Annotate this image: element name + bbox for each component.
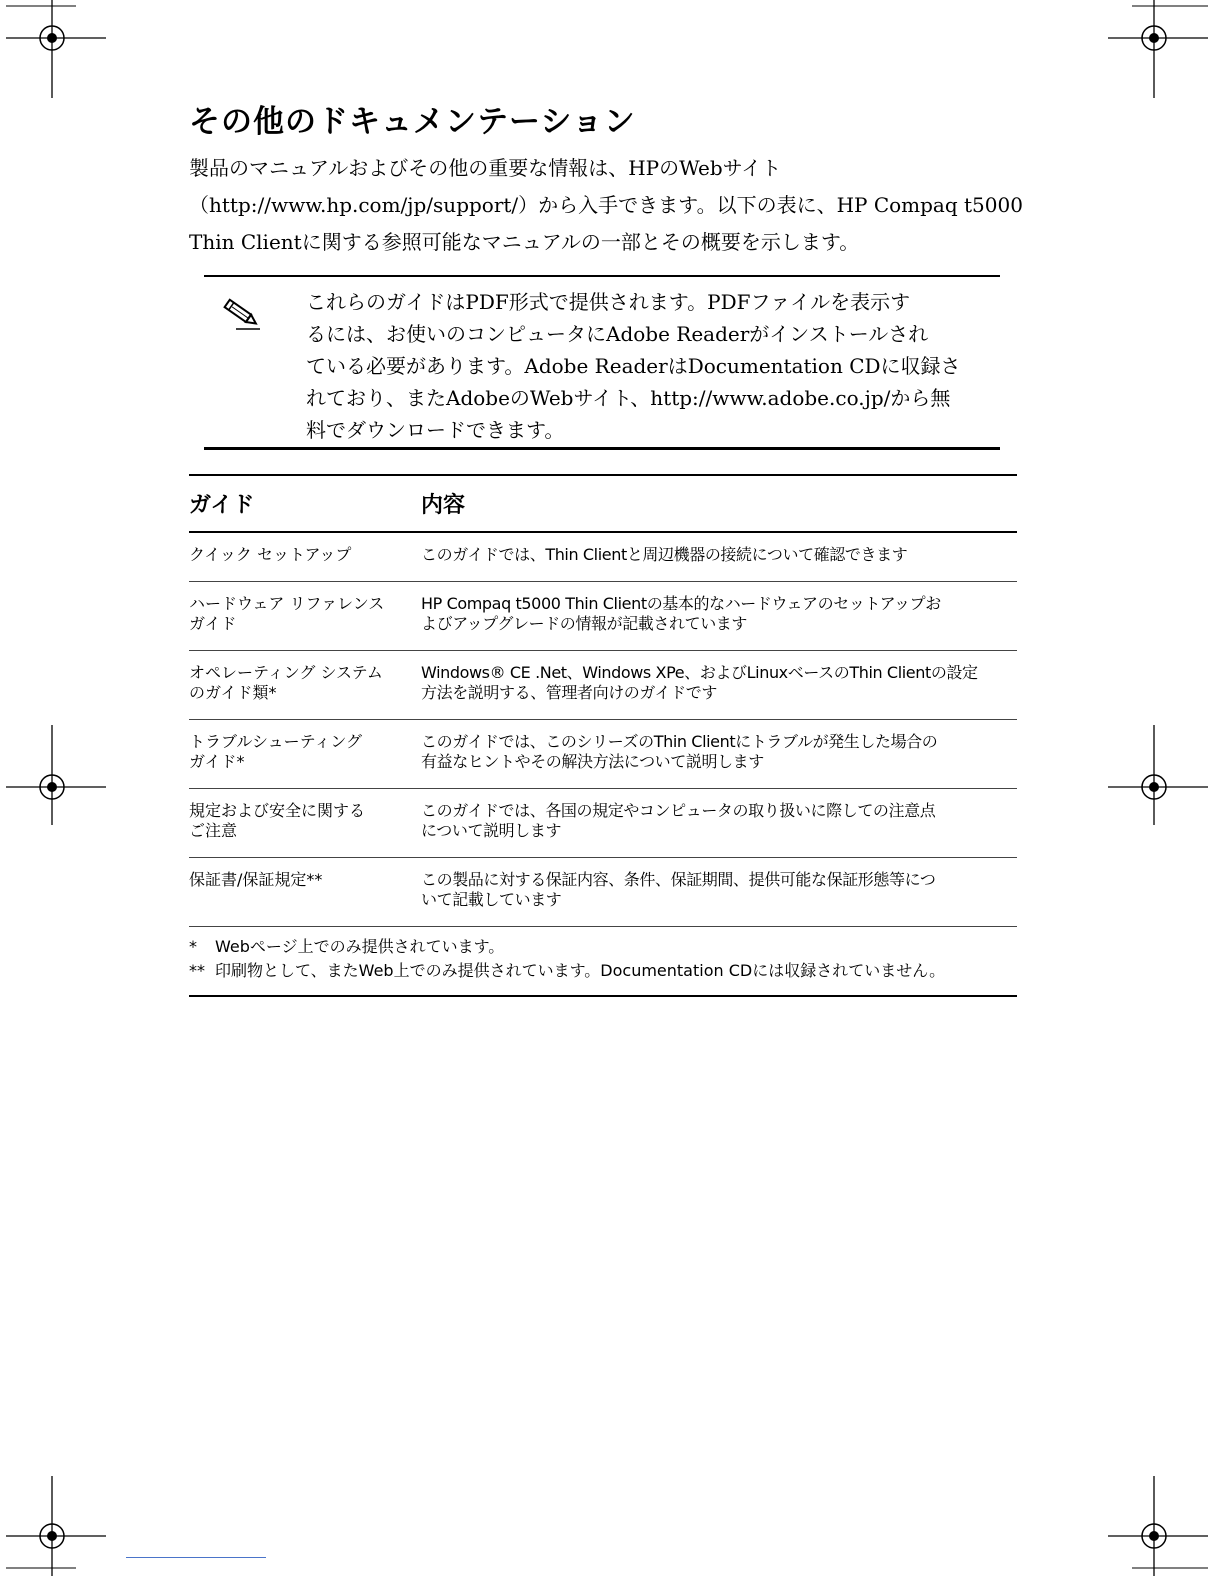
guide-name: トラブルシューティング ガイド*: [189, 732, 363, 771]
table-row: [189, 533, 1017, 582]
guide-description: このガイドでは、このシリーズのThin Clientにトラブルが発生した場合の 有益なヒントやその解決方法について説明します: [421, 732, 938, 771]
intro-line: 製品のマニュアルおよびその他の重要な情報は、HPのWebサイト: [189, 156, 782, 180]
footnote: ** 印刷物として、またWeb上でのみ提供されています。Documentation CDには収録されていません。: [189, 961, 946, 980]
table-footnotes: [189, 927, 1017, 997]
note-text: [306, 286, 996, 446]
table-row: [189, 789, 1017, 858]
table-row: [189, 651, 1017, 720]
crop-mark-bottom-right: [1108, 1476, 1208, 1576]
note-line: るには、お使いのコンピュータにAdobe Readerがインストールされ: [306, 322, 929, 346]
note-line: これらのガイドはPDF形式で提供されます。PDFファイルを表示す: [306, 290, 911, 314]
crop-mark-middle-right: [1108, 725, 1208, 825]
guide-description: このガイドでは、各国の規定やコンピュータの取り扱いに際しての注意点 について説明します: [421, 801, 936, 840]
pencil-note-icon: [218, 293, 262, 333]
guide-description: HP Compaq t5000 Thin Clientの基本的なハードウェアのセットアップお よびアップグレードの情報が記載されています: [421, 594, 941, 633]
table-row: [189, 720, 1017, 789]
table-header-row: [189, 476, 1017, 533]
page-title: その他のドキュメンテーション: [189, 104, 636, 140]
crop-mark-bottom-left: [6, 1476, 106, 1576]
note-block: [204, 275, 1000, 450]
crop-mark-top-right: [1108, 0, 1208, 98]
guide-description: この製品に対する保証内容、条件、保証期間、提供可能な保証形態等につ いて記載しています: [421, 870, 936, 909]
guide-name: 規定および安全に関する ご注意: [189, 801, 366, 840]
guide-name: クイック セットアップ: [189, 545, 352, 564]
guide-description: Windows® CE .Net、Windows XPe、およびLinuxベースのThin Clientの設定 方法を説明する、管理者向けのガイドです: [421, 663, 978, 702]
documentation-table: [189, 474, 1017, 997]
guide-name: 保証書/保証規定**: [189, 870, 323, 889]
guide-description: このガイドでは、Thin Clientと周辺機器の接続について確認できます: [421, 545, 908, 564]
table-row: [189, 582, 1017, 651]
crop-mark-top-left: [6, 0, 106, 98]
note-line: ている必要があります。Adobe ReaderはDocumentation CDに収録さ: [306, 354, 961, 378]
intro-line: Thin Clientに関する参照可能なマニュアルの一部とその概要を示します。: [189, 230, 860, 254]
bottom-rule: [126, 1557, 266, 1558]
intro-paragraph: [189, 150, 1023, 261]
guide-name: ハードウェア リファレンス ガイド: [189, 594, 385, 633]
note-line: 料でダウンロードできます。: [306, 418, 565, 442]
crop-mark-middle-left: [6, 725, 106, 825]
note-line: れており、またAdobeのWebサイト、http://www.adobe.co.jp/から無: [306, 386, 951, 410]
table-row: [189, 858, 1017, 927]
guide-name: オペレーティング システム のガイド類*: [189, 663, 383, 702]
intro-line: （http://www.hp.com/jp/support/）から入手できます。以下の表に、HP Compaq t5000: [189, 193, 1023, 217]
footnote: * Webページ上でのみ提供されています。: [189, 937, 505, 956]
column-header-content: 内容: [421, 493, 466, 518]
column-header-guide: ガイド: [189, 493, 255, 518]
